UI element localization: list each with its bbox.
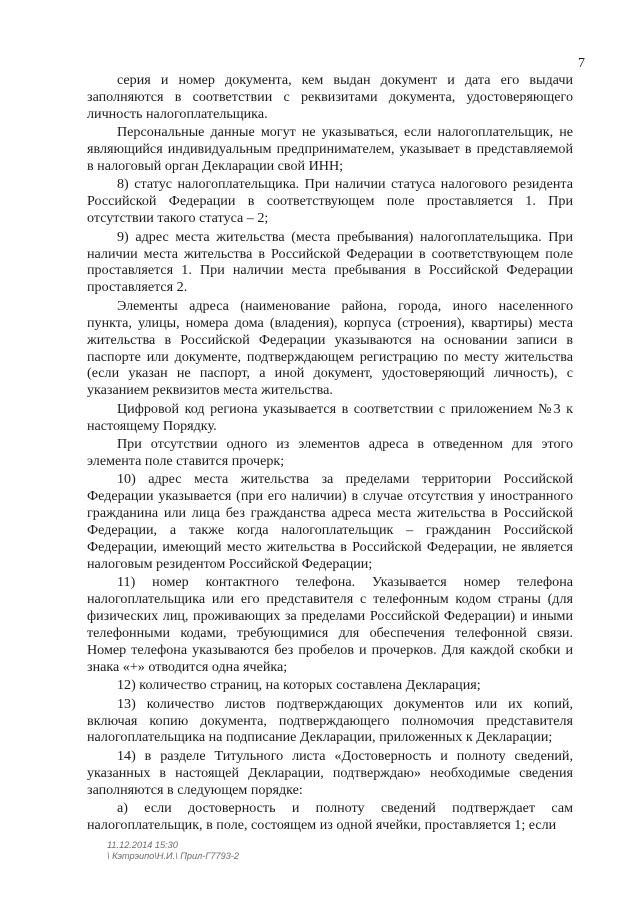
paragraph: При отсутствии одного из элементов адреса в отведенном для этого элемента поле ставится прочерк;	[87, 436, 573, 469]
paragraph: Персональные данные могут не указываться, если налогоплательщик, не являющийся индивидуальным предпринимателем, указывает в представляемой в налоговый орган Декларации свой ИНН;	[87, 124, 573, 175]
paragraph: а) если достоверность и полноту сведений подтверждает сам налогоплательщик, в поле, состоящем из одной ячейки, проставляется 1; если	[87, 800, 573, 833]
paragraph: 9) адрес места жительства (места пребывания) налогоплательщика. При наличии места жительства в Российской Федерации в соответствующем поле проставляется 1. При наличии места пребывания в Российской Федерации проставляется 2.	[87, 228, 573, 296]
footer-document-ref: \ Кэтрэипо\Н.И.\ Прил-Г7793-2	[107, 850, 239, 861]
paragraph: 10) адрес места жительства за пределами территории Российской Федерации указывается (при его наличии) в случае отсутствия у иностранного гражданина или лица без гражданства адреса места жительства в Российской Федерации, а также когда налогоплательщик – гражданин Российской Федерации, имеющий место жительства в Российской Федерации, не является налоговым резидентом Российской Федерации;	[87, 471, 573, 572]
paragraph: 14) в разделе Титульного листа «Достоверность и полноту сведений, указанных в настоящей Декларации, подтверждаю» необходимые сведения заполняются в следующем порядке:	[87, 747, 573, 798]
paragraph: серия и номер документа, кем выдан документ и дата его выдачи заполняются в соответствии с реквизитами документа, удостоверяющего личность налогоплательщика.	[87, 72, 573, 122]
paragraph: Элементы адреса (наименование района, города, иного населенного пункта, улицы, номера дома (владения), корпуса (строения), квартиры) места жительства в Российской Федерации указываются на основании записи в паспорте или документе, подтверждающем регистрацию по месту жительства (если указан не паспорт, а иной документ, удостоверяющий личность), с указанием реквизитов места жительства.	[87, 297, 573, 399]
paragraph: 12) количество страниц, на которых составлена Декларация;	[117, 677, 481, 694]
paragraph: 8) статус налогоплательщика. При наличии статуса налогового резидента Российской Федерации в соответствующем поле проставляется 1. При отсутствии такого статуса – 2;	[87, 176, 573, 227]
document-body	[87, 72, 573, 835]
paragraph: 11) номер контактного телефона. Указывается номер телефона налогоплательщика или его представителя с телефонным кодом страны (для физических лиц, проживающих за пределами Российской Федерации) и иными телефонными кодами, требующимися для обеспечения телефонной связи. Номер телефона указываются без пробелов и прочерков. Для каждой скобки и знака «+» отводится одна ячейка;	[87, 574, 573, 675]
footer-timestamp: 11.12.2014 15:30	[107, 840, 178, 850]
paragraph: Цифровой код региона указывается в соответствии с приложением №3 к настоящему Порядку.	[87, 400, 573, 434]
print-footer	[107, 840, 239, 861]
page-number: 7	[578, 56, 585, 71]
paragraph: 13) количество листов подтверждающих документов или их копий, включая копию документа, подтверждающего полномочия представителя налогоплательщика на подписание Декларации, приложенных к Декларации;	[87, 695, 573, 746]
